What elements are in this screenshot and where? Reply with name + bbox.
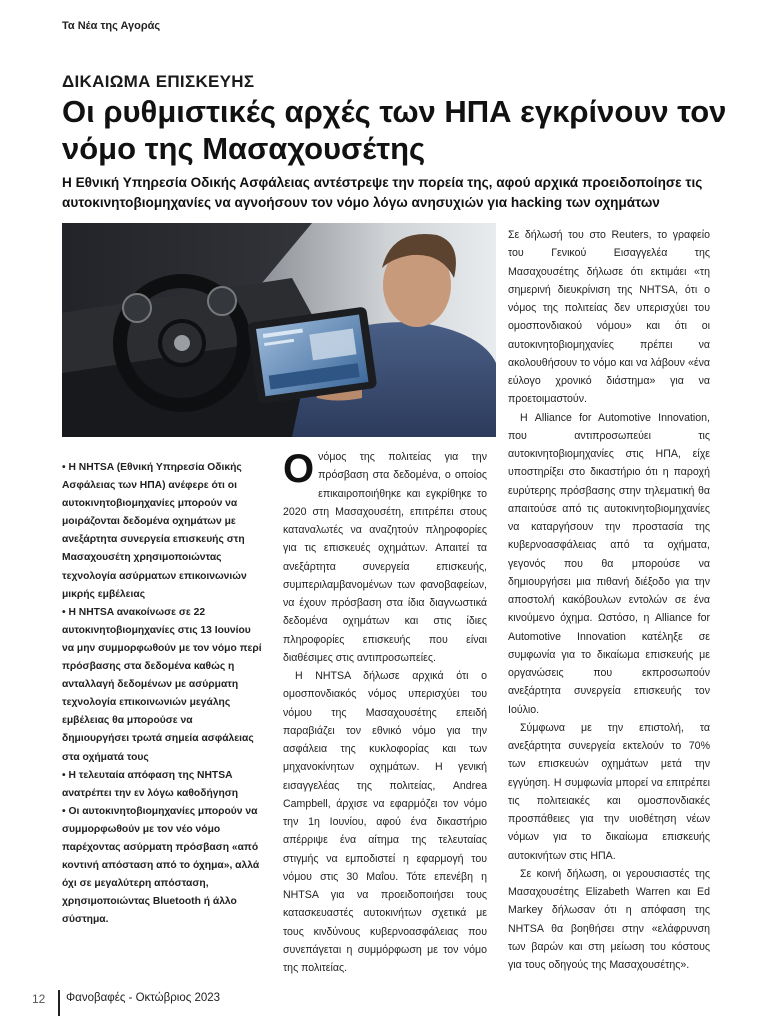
body-paragraph: Ονόμος της πολιτείας για την πρόσβαση στα δεδομένα, ο οποίος επικαιροποιήθηκε και εγκρίθηκε το 2020 στη Μασαχουσέτη, επιτρέπει στους καταναλωτές να αναζητούν πληροφορίες για τις επισκευές οχημάτων. Απαιτεί τα ανεξάρτητα συνεργεία επισκευής, συμπεριλαμβανομένων των φανοβαφείων, να έχουν πρόσβαση στα ίδια διαγνωστικά δεδομένα οχημάτων και στις ίδιες πληροφορίες επισκευής που είναι διαθέσιμες στις αντιπροσωπείες.	[283, 447, 487, 664]
mechanic-with-tablet-illustration	[62, 223, 496, 437]
body-paragraph: Σε κοινή δήλωση, οι γερουσιαστές της Μασαχουσέτης Elizabeth Warren και Ed Markey δήλωσαν ότι η απόφαση της NHTSA θα βοηθήσει στην «ελάφρυνση των βαρών και στη μείωση του κόστους για τους οδηγούς της Μασαχουσέτης».	[508, 867, 710, 971]
key-point: • Η τελευταία απόφαση της NHTSA ανατρέπει την εν λόγω καθοδήγηση	[62, 769, 239, 799]
body-paragraph: Η Alliance for Automotive Innovation, που αντιπροσωπεύει τις αυτοκινητοβιομηχανίες στις ΗΠΑ, είχε υποστηρίξει στο δικαστήριο ότι η παροχή ευρύτερης πρόσβασης στην τηλεματική θα απαιτούσε από τις αυτοκινητοβιομηχανίες να καταργήσουν την προστασία της κυβερνοασφάλειας από τα οχήματα, γεγονός που θα μπορούσε να δημιουργήσει μια πιθανή διέξοδο για την αποστολή κακόβουλων εντολών σε ένα κινούμενο όχημα. Ωστόσο, η Alliance for Automotive Innovation κατέληξε σε συμφωνία για το δικαίωμα επισκευής με οργανώσεις που εκπροσωπούν ανεξάρτητα συνεργεία επισκευής τον Ιούλιο.	[508, 411, 710, 716]
footer-divider	[58, 990, 60, 1016]
key-point: • Οι αυτοκινητοβιομηχανίες μπορούν να συμμορφωθούν με τον νέο νόμο παρέχοντας ασύρματη πρόσβαση «από κοντινή απόσταση από το όχημα», αλλά όχι σε μεγαλύτερη απόσταση, χρησιμοποιώντας Bluetooth ή άλλο σύστημα.	[62, 805, 260, 926]
page-number: 12	[32, 992, 46, 1006]
article-kicker: ΔΙΚΑΙΩΜΑ ΕΠΙΣΚΕΥΗΣ	[62, 72, 255, 91]
key-point: • Η NHTSA (Εθνική Υπηρεσία Οδικής Ασφάλειας των ΗΠΑ) ανέφερε ότι οι αυτοκινητοβιομηχανίες μπορούν να μοιράζονται δεδομένα οχημάτων με ανεξάρτητα συνεργεία επισκευής στη Μασαχουσέτη χρησιμοποιώντας τεχνολογία ασύρματων επικοινωνιών μικρής εμβέλειας	[62, 462, 247, 600]
drop-cap: Ο	[283, 447, 315, 491]
body-paragraph: Σε δήλωσή του στο Reuters, το γραφείο του Γενικού Εισαγγελέα της Μασαχουσέτης δήλωσε ότι εκτιμάει «τη σημερινή διευκρίνιση της NHTSA, ότι ο νόμος της πολιτείας δεν υπερισχύει του ομοσπονδιακού νόμου» και ότι οι αυτοκινητοβιομηχανίες πρέπει να ακολουθήσουν το νόμο και να λάβουν «ένα εύλογο χρονικό διάστημα» για να προετοιμαστούν.	[508, 229, 710, 406]
body-paragraph: Σύμφωνα με την επιστολή, τα ανεξάρτητα συνεργεία εκτελούν το 70% των επισκευών οχημάτων μετά την εγγύηση. Η συμφωνία μπορεί να επιτρέπει τις πολιτειακές και ομοσπονδιακές προσπάθειες για την υιοθέτηση νέων νόμων για το δικαίωμα επισκευής αυτοκινήτων στις ΗΠΑ.	[508, 721, 710, 862]
article-body-column-1	[283, 448, 487, 977]
article-standfirst: Η Εθνική Υπηρεσία Οδικής Ασφάλειας αντέστρεψε την πορεία της, αφού αρχικά προειδοποίησε τις αυτοκινητοβιομηχανίες να αγνοήσουν τον νόμο λόγω ανησυχιών για hacking των οχημάτων	[62, 175, 703, 210]
article-photo	[62, 223, 496, 437]
key-points-column	[62, 459, 262, 929]
body-paragraph: Η NHTSA δήλωσε αρχικά ότι ο ομοσπονδιακός νόμος υπερισχύει του νόμου της Μασαχουσέτης επειδή παραβιάζει τον εθνικό νόμο για την ασφάλεια της κυκλοφορίας και των μηχανοκίνητων οχημάτων. Η γενική εισαγγελέας της πολιτείας, Andrea Campbell, άρχισε να εφαρμόζει τον νόμο την 1η Ιουνίου, αφού ένα δικαστήριο απέρριψε ένα αίτημα της τελευταίας στιγμής να εμποδιστεί η εφαρμογή του νόμου στις 30 Μαΐου. Τότε επενέβη η NHTSA για να προειδοποιήσει τους κατασκευαστές αυτοκινήτων σχετικά με τους κινδύνους κυβερνοασφάλειας που συνεπάγεται η συμμόρφωση με τον νόμο της πολιτείας.	[283, 670, 487, 974]
article-title: Οι ρυθμιστικές αρχές των ΗΠΑ εγκρίνουν τον νόμο της Μασαχουσέτης	[62, 94, 727, 166]
key-point: • Η NHTSA ανακοίνωσε σε 22 αυτοκινητοβιομηχανίες στις 13 Ιουνίου να μην συμμορφωθούν με τον νόμο περί πρόσβασης στα δεδομένα καθώς η ανταλλαγή δεδομένων με ασύρματη τεχνολογία επικοινωνιών μεγάλης εμβέλειας θα μπορούσε να δημιουργήσει τρωτά σημεία ασφάλειας στα οχήματά τους	[62, 606, 262, 763]
publication-footer: Φανοβαφές - Οκτώβριος 2023	[66, 992, 221, 1004]
article-body-column-2	[508, 226, 710, 974]
section-label: Τα Νέα της Αγοράς	[62, 20, 161, 32]
